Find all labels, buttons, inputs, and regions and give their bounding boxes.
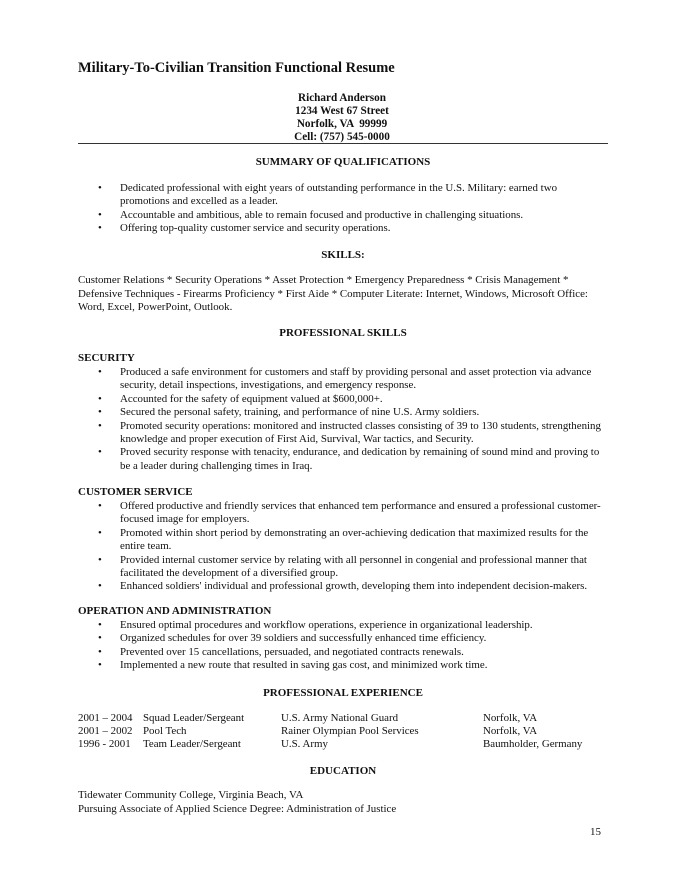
list-item: • Produced a safe environment for customers and staff by providing personal and asset protection via advance security, detail inspections, investigations, and emergency response. xyxy=(98,366,592,392)
table-row xyxy=(78,725,608,738)
list-item: • Promoted security operations: monitored and instructed classes consisting of 39 to 130 students, strengthening knowledge and proper execution of First Aid, Survival, War tactics, and Security. xyxy=(98,419,601,446)
security-heading: SECURITY xyxy=(78,352,135,364)
list-item: • Provided internal customer service by relating with all personnel in congenial and professional manner that facilitated the development of a diversified group. xyxy=(98,553,587,580)
list-item: • Offering top-quality customer service and security operations. xyxy=(98,222,391,235)
list-item: • Accountable and ambitious, able to remain focused and productive in challenging situations. xyxy=(98,208,524,221)
list-item: • Secured the personal safety, training, and performance of nine U.S. Army soldiers. xyxy=(98,406,480,419)
skills-text: Customer Relations * Security Operations * Asset Protection * Emergency Preparedness * Crisis Management * Defensive Techniques - Firearms Proficiency * First Aide * Computer Literate: Internet, Windows, Microsoft Office: Word, Excel, PowerPoint, Outlook. xyxy=(78,274,588,313)
education-line: Pursuing Associate of Applied Science Degree: Administration of Justice xyxy=(78,803,397,815)
document-title: Military-To-Civilian Transition Functional Resume xyxy=(78,60,395,76)
operation-list xyxy=(78,619,608,673)
header-divider xyxy=(78,143,608,144)
summary-heading: SUMMARY OF QUALIFICATIONS xyxy=(255,156,431,168)
contact-city: Norfolk, VA 99999 xyxy=(296,118,388,130)
contact-block xyxy=(252,92,432,144)
contact-name: Richard Anderson xyxy=(298,92,386,104)
list-item: • Prevented over 15 cancellations, persuaded, and negotiated contracts renewals. xyxy=(98,645,464,658)
list-item: • Accounted for the safety of equipment valued at $600,000+. xyxy=(98,392,383,405)
table-row xyxy=(78,738,608,751)
page-number: 15 xyxy=(590,826,601,838)
security-list xyxy=(78,366,608,473)
experience-role: Team Leader/Sergeant xyxy=(143,738,241,750)
experience-org: U.S. Army xyxy=(281,738,328,750)
table-row xyxy=(78,712,608,725)
experience-location: Baumholder, Germany xyxy=(483,738,583,750)
experience-location: Norfolk, VA xyxy=(483,725,538,737)
professional-skills-heading: PROFESSIONAL SKILLS xyxy=(279,327,407,339)
experience-dates: 2001 – 2004 xyxy=(78,712,133,724)
skills-heading: SKILLS: xyxy=(321,249,365,261)
education-line: Tidewater Community College, Virginia Beach, VA xyxy=(78,789,304,801)
experience-org: Rainer Olympian Pool Services xyxy=(281,725,419,737)
operation-heading: OPERATION AND ADMINISTRATION xyxy=(78,605,272,617)
experience-org: U.S. Army National Guard xyxy=(281,712,399,724)
list-item: • Offered productive and friendly services that enhanced tem performance and ensured a professional customer-focused image for employers. xyxy=(98,500,601,526)
list-item: • Dedicated professional with eight years of outstanding performance in the U.S. Military: earned two promotions and excelled as a leader. xyxy=(98,182,558,208)
experience-heading: PROFESSIONAL EXPERIENCE xyxy=(263,687,423,699)
experience-role: Pool Tech xyxy=(143,725,187,737)
customer-service-heading: CUSTOMER SERVICE xyxy=(78,486,193,498)
list-item: • Proved security response with tenacity, endurance, and dedication by remaining of sound mind and proving to be a leader during challenging times in Iraq. xyxy=(98,446,600,472)
list-item: • Organized schedules for over 39 soldiers and successfully enhanced time efficiency. xyxy=(98,632,487,645)
contact-street: 1234 West 67 Street xyxy=(295,105,389,117)
education-heading: EDUCATION xyxy=(309,765,377,777)
list-item: • Ensured optimal procedures and workflow operations, experience in organizational leadership. xyxy=(98,619,533,631)
list-item: • Implemented a new route that resulted in saving gas cost, and minimized work time. xyxy=(98,659,488,672)
customer-service-list xyxy=(78,500,608,594)
experience-dates: 2001 – 2002 xyxy=(78,725,133,737)
list-item: • Promoted within short period by demonstrating an over-achieving dedication that maximized results for the entire team. xyxy=(98,526,589,553)
experience-location: Norfolk, VA xyxy=(483,712,538,724)
experience-dates: 1996 - 2001 xyxy=(78,738,131,750)
summary-list xyxy=(78,182,608,236)
list-item: • Enhanced soldiers' individual and professional growth, developing them into independent decision-makers. xyxy=(98,580,588,593)
experience-role: Squad Leader/Sergeant xyxy=(143,712,245,724)
contact-phone: Cell: (757) 545-0000 xyxy=(294,131,390,143)
